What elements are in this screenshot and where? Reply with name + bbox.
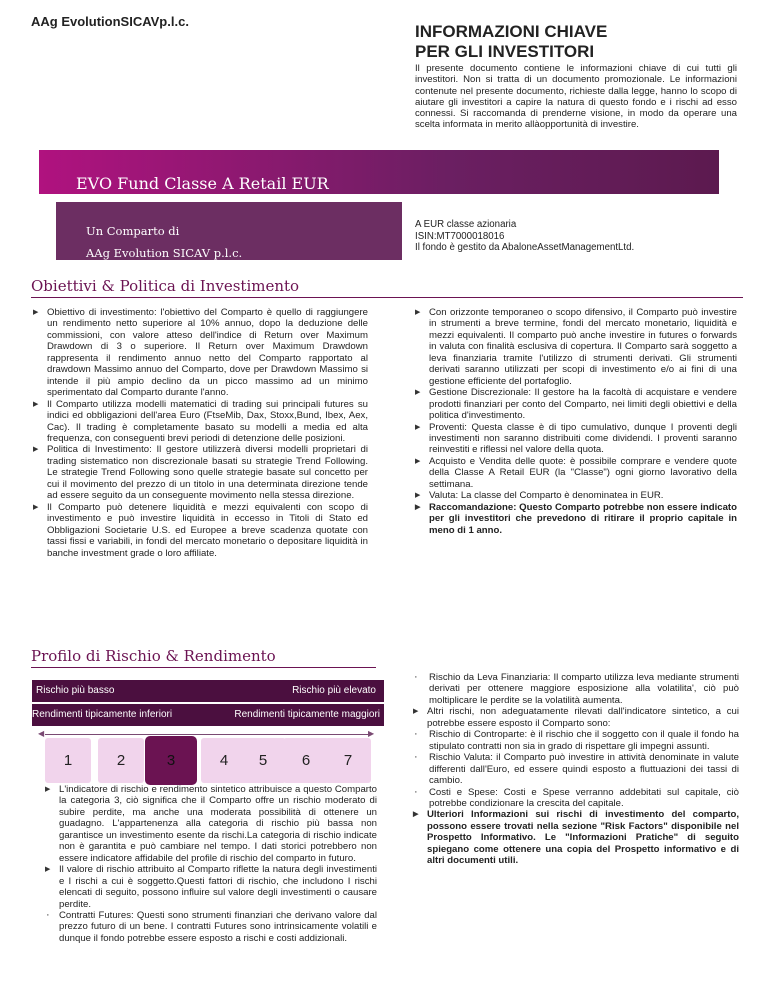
higher-risk-label: Rischio più elevato [292,685,376,696]
risk-right-item: ▶ Altri rischi, non adeguatamente rilevati dall'indicatore sintetico, a cui potrebbe essere esposto il Comparto sono: [413,706,739,729]
risk-category-1: 1 [45,738,91,783]
fund-info [415,219,735,254]
subfund-line1: Un Comparto di [86,224,180,238]
objectives-right-item: ▶ Acquisto e Vendita delle quote: è possibile comprare e vendere quote della Classe A Retail EUR (la "Classe") ogni giorno lavorativo della settimana. [415,456,737,490]
share-class: A EUR classe azionaria [415,219,517,230]
objectives-rule [31,297,743,298]
lower-returns-label: Rendimenti tipicamente inferiori [32,709,173,720]
objectives-left-column [33,307,368,559]
objectives-right-item: ▶ Valuta: La classe del Comparto è denominatea in EUR. [415,490,737,501]
arrow-left-icon: ◀ [38,729,45,738]
risk-right-item: ▶ Ulteriori Informazioni sui rischi di investimento del comparto, possono essere trovati nella sezione "Risk Factors" disponibile nel Prospetto Informativo. Le "Informazioni Pratiche" di seguito spiegano come ottenere una copia del Prospetto informativo e di altri documenti utili. [413,809,739,866]
risk-left-item: ▶ Il valore di rischio attribuito al Comparto riflette la natura degli investimenti e I rischi a cui è soggetto.Questi fattori di rischio, che includono I rischi elencati di seguito, possono influire sul valore degli investimenti o causare perdite. [45,864,377,910]
document-title-line2: PER GLI INVESTITORI [415,42,595,61]
risk-right-column [413,672,739,867]
objectives-right-item: ▶ Gestione Discrezionale: Il gestore ha la facoltà di acquistare e vendere prodotti finanziari per conto del Comparto, nei limiti degli obiettivi e della politica d'investimento. [415,387,737,421]
objectives-right-item: ▶ Raccomandazione: Questo Comparto potrebbe non essere indicato per gli investitori che prevedono di ritirare il proprio capitale in meno di 1 anno. [415,502,737,536]
company-name: AAg EvolutionSICAVp.l.c. [31,14,189,29]
objectives-title: Obiettivi & Politica di Investimento [31,277,300,295]
risk-right-item: · Costi e Spese: Costi e Spese verranno addebitati sul capitale, ciò potrebbe condizionare la crescita del capitale. [413,787,739,810]
risk-left-column [45,784,377,944]
objectives-left-item: ▶ Obiettivo di investimento: l'obiettivo del Comparto è quello di raggiungere un rendimento netto superiore al 10% annuo, dopo la deduzione delle commissioni, con valore atteso dell'indice di Return over Maximum Drawdown di 3 o superiore. Il Return over Maximum Drawdown rappresenta il rendimento annuo netto del Comparto rapportato al drawdown Massimo annuo del Comparto, dove per Drawdown Massimo si intende il più ampio declino da un picco massimo ad un minimo sperimentato dal Comparto durante l'anno. [33,307,368,399]
document-title [415,22,735,62]
risk-category-7: 7 [325,738,371,783]
objectives-right-item: ▶ Con orizzonte temporaneo o scopo difensivo, il Comparto può investire in strumenti a breve termine, fondi del mercato monetario, liquidità e mezzi equivalenti. Il comparto può anche investire in futures o forwards in valuta con finalità esclusiva di copertura. Il Comparto sarà soggetto a leva finanziaria tramite l'utilizzo di strumenti derivati. Gli strumenti derivati saranno utilizzati per scopi di investimento e/o ai fini di una gestione efficiente del portafoglio. [415,307,737,387]
higher-returns-label: Rendimenti tipicamente maggiori [234,709,380,720]
risk-category-4: 4 [201,738,247,783]
risk-category-6: 6 [283,738,329,783]
risk-category-2: 2 [98,738,144,783]
objectives-right-column [415,307,737,536]
risk-rule [31,667,376,668]
fund-name: EVO Fund Classe A Retail EUR [76,174,329,193]
manager: Il fondo è gestito da AbaloneAssetManagementLtd. [415,242,635,253]
objectives-right-item: ▶ Proventi: Questa classe è di tipo cumulativo, dunque I proventi degli investimenti non saranno distribuiti come dividendi. I proventi saranno reinvestiti e riflessi nel valore della quota. [415,422,737,456]
document-intro: Il presente documento contiene le informazioni chiave di cui tutti gli investitori. Non si tratta di un documento promozionale. Le informazioni contenute nel presente documento, richieste dalla legge, hanno lo scopo di aiutare gli investitori a capire la natura di questo fondo e i rischi ad esso connessi. Si raccomanda di prenderne visione, in modo da operare una scelta informata in merito allàopportunità di investire. [415,63,737,131]
risk-left-item: ▶ L'indicatore di rischio e rendimento sintetico attribuisce a questo Comparto la categoria 3, ciò significa che il Comparto offre un rischio moderato di subire perdite, ma anche una moderata possibilità di ottenere un guadagno. L'appartenenza alla categoria di rischio più bassa non garantisce un investimento esente da rischi.La categoria di rischio indicate non è garantita e può cambiare nel tempo. I dati storici potrebbero non essere indicatore affidabile del profile di rischio del comparto in futuro. [45,784,377,864]
subfund-line2: AAg Evolution SICAV p.l.c. [86,246,243,260]
risk-category-5: 5 [240,738,286,783]
risk-right-item: · Rischio Valuta: il Comparto può investire in attività denominate in valute differenti dall'Euro, ed essere quindi esposto a fluttuazioni dei tassi di cambio. [413,752,739,786]
document-title-line1: INFORMAZIONI CHIAVE [415,22,608,41]
risk-right-item: · Rischio di Controparte: è il rischio che il soggetto con il quale il fondo ha stipulato contratti non sia in grado di rispettare gli impegni assunti. [413,729,739,752]
risk-right-item: · Rischio da Leva Finanziaria: Il comparto utilizza leva mediante strumenti derivati per ottenere maggiore esposizione alla volatilita', ciò può moltiplicare le perdite se la volatilità aumenta. [413,672,739,706]
risk-scale-arrow [45,734,371,735]
subfund-text [86,220,242,264]
objectives-left-item: ▶ Il Comparto può detenere liquidità e mezzi equivalenti con scopo di investimento e può investire liquidità in eccesso in Titoli di Stato ed Obbligazioni Societarie U.S. ed Europee a breve scadenza quotate con tassi fissi e variabili, in fondi del mercato monetario o depositare liquidità in banche investment grade o loro affiliate. [33,502,368,559]
objectives-left-item: ▶ Il Comparto utilizza modelli matematici di trading sui principali futures su indici ed obbligazioni dell'area Euro (FtseMib, Dax, Stoxx,Bund, Ibex, Aex, Cac). Il trading è completamente basato su modelli a media ed alta frequenza, con conseguenti brevi periodi di detenzione delle posizioni. [33,399,368,445]
risk-left-item: · Contratti Futures: Questi sono strumenti finanziari che derivano valore dal prezzo futuro di un bene. I contratti Futures sono intrinsicamente volatili e dunque il fondo potrebbe essere esposto a rischi e costi addizionali. [45,910,377,944]
objectives-left-item: ▶ Politica di Investimento: Il gestore utilizzerà diversi modelli proprietari di trading sistematico non discrezionale basati su strategie Trend Following. Le strategie Trend Following sono quelle strategie basate sul concetto per cui il movimento del prezzo di un titolo in una determinata direzione tende ad essere seguito da un conseguente movimento nella stessa direzione. [33,444,368,501]
isin: ISIN:MT7000018016 [415,230,505,242]
returns-bar [32,704,384,726]
arrow-right-icon: ▶ [368,729,375,738]
risk-category-3-selected: 3 [145,736,197,785]
risk-level-bar [32,680,384,702]
risk-title: Profilo di Rischio & Rendimento [31,647,276,665]
lower-risk-label: Rischio più basso [36,685,115,696]
